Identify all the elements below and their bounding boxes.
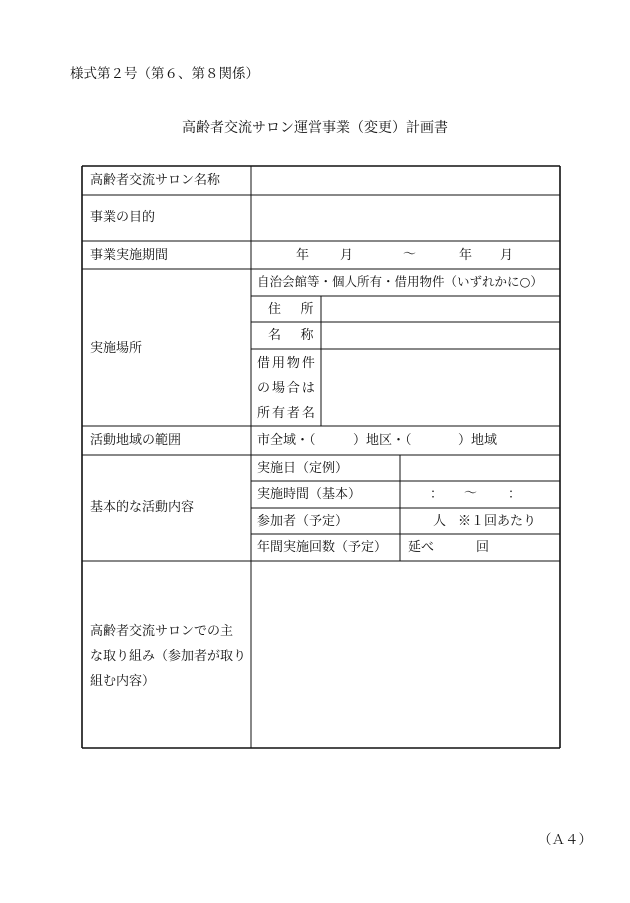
period-start-month-unit: 月 [340,248,354,263]
activity-label: 基本的な活動内容 [90,500,195,515]
salon-name-field[interactable] [253,167,558,194]
activity-time-label: 実施時間（基本） [257,487,362,502]
period-end-year-unit: 年 [459,248,473,263]
activity-time-tilde: ～ [464,486,478,501]
main-efforts-label-line1: 高齢者交流サロンでの主 [90,624,234,639]
activity-participants-unit: 人 [433,514,447,529]
location-type-options: 自治会館等・個人所有・借用物件（いずれかに○） [257,274,543,289]
activity-day-label: 実施日（定例） [257,461,349,476]
main-efforts-label-line3: 組む内容） [90,674,156,689]
purpose-field[interactable] [253,196,558,240]
activity-annual-label: 年間実施回数（予定） [257,540,388,555]
location-address-label: 住 所 [268,302,317,317]
location-label: 実施場所 [90,341,143,356]
location-name-field[interactable] [323,323,558,348]
main-efforts-field[interactable] [253,562,558,747]
activity-participants-note: ※１回あたり [458,514,537,529]
location-name-label: 名 称 [268,328,317,343]
activity-annual-unit: 回 [476,540,490,555]
main-efforts-label-line2: な取り組み（参加者が取り [90,649,247,664]
paper-size-note: （Ａ４） [538,832,592,848]
document-title: 高齢者交流サロン運営事業（変更）計画書 [182,120,448,136]
location-address-field[interactable] [323,297,558,321]
activity-time-colon-end: ： [508,487,522,502]
area-label: 活動地域の範囲 [90,433,182,448]
owner-label-line1: 借用物件 [257,356,317,371]
period-tilde: ～ [403,247,417,262]
period-start-year-unit: 年 [296,248,310,263]
owner-name-field[interactable] [323,350,558,425]
activity-time-colon-start: ： [430,487,444,502]
activity-day-field[interactable] [402,456,558,480]
area-district-option: ）地区・（ [353,433,412,448]
owner-label-line2: の場合は [257,381,317,396]
area-region-option: ）地域 [458,433,498,448]
period-label: 事業実施期間 [90,248,169,263]
salon-name-label: 高齢者交流サロン名称 [90,173,221,188]
period-end-month-unit: 月 [500,248,514,263]
area-city-option: 市全域・（ [257,433,316,448]
owner-label-line3: 所有者名 [257,406,317,421]
activity-annual-prefix: 延べ [408,540,435,555]
activity-participants-label: 参加者（予定） [257,514,349,529]
purpose-label: 事業の目的 [90,210,156,225]
form-number: 様式第２号（第６、第８関係） [70,66,259,82]
